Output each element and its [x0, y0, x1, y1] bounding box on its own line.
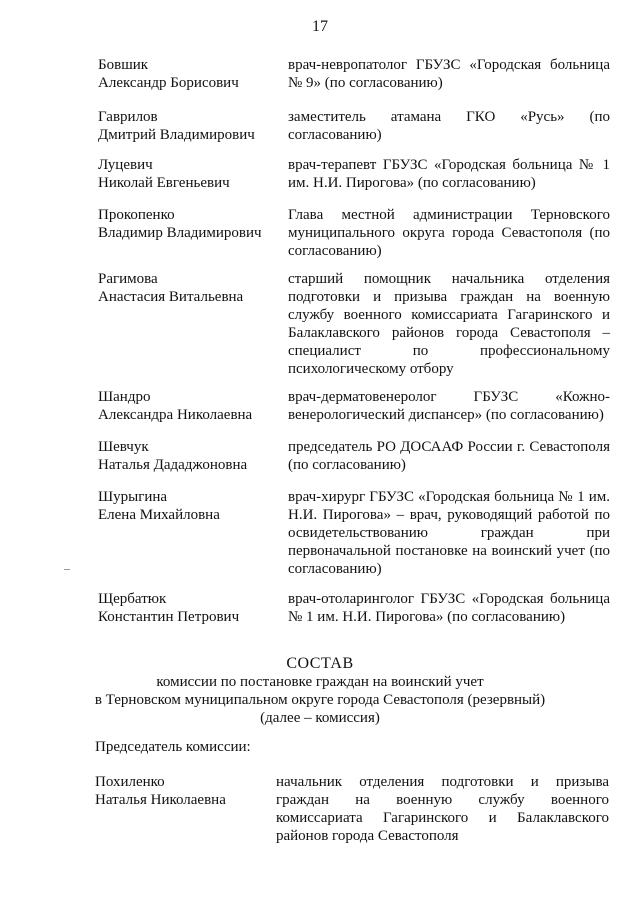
member-surname: Шевчук [98, 439, 149, 455]
member-surname: Гаврилов [98, 109, 158, 125]
member-name [98, 438, 283, 474]
member-given-names: Константин Петрович [98, 609, 240, 625]
member-name [98, 270, 283, 306]
section-subtitle-line: в Терновском муниципальном округе города Севастополя (резервный) [94, 692, 546, 708]
member-name [98, 156, 283, 192]
member-name [98, 590, 283, 626]
member-surname: Щербатюк [98, 591, 167, 607]
member-given-names: Александр Борисович [98, 75, 239, 91]
chair-surname: Похиленко [95, 774, 165, 790]
member-surname: Бовшик [98, 57, 149, 73]
chair-role: начальник отделения подготовки и призыва граждан на военную службу военного комиссариата Гагаринского и Балаклавского районов города Севастополя [276, 774, 609, 844]
member-given-names: Елена Михайловна [98, 507, 220, 523]
chair-given-names: Наталья Николаевна [95, 792, 226, 808]
member-name [98, 206, 283, 242]
member-given-names: Наталья Дададжоновна [98, 457, 248, 473]
member-role: врач-хирург ГБУЗС «Городская больница № 1 им. Н.И. Пирогова» – врач, руководящий работой по освидетельствованию граждан при первоначальной постановке на воинский учет (по согласованию) [288, 489, 610, 577]
member-role: врач-терапевт ГБУЗС «Городская больница № 1 им. Н.И. Пирогова» (по согласованию) [288, 157, 610, 191]
section-subtitle-line: комиссии по постановке граждан на воинский учет [156, 674, 484, 690]
chair-name [95, 773, 280, 809]
member-surname: Рагимова [98, 271, 158, 287]
section-title: СОСТАВ [286, 655, 354, 672]
member-name [98, 488, 283, 524]
member-role: Глава местной администрации Терновского муниципального округа города Севастополя (по согласованию) [288, 207, 610, 259]
member-given-names: Владимир Владимирович [98, 225, 262, 241]
member-role: врач-невропатолог ГБУЗС «Городская больница № 9» (по согласованию) [288, 57, 610, 91]
member-role: врач-отоларинголог ГБУЗС «Городская больница № 1 им. Н.И. Пирогова» (по согласованию) [288, 591, 610, 625]
member-role: старший помощник начальника отделения подготовки и призыва граждан на военную службу военного комиссариата Гагаринского и Балаклавского районов города Севастополя – специалист по профессиональному психологическому отбору [288, 271, 610, 377]
member-given-names: Дмитрий Владимирович [98, 127, 255, 143]
member-surname: Прокопенко [98, 207, 175, 223]
member-given-names: Анастасия Витальевна [98, 289, 244, 305]
composition-heading [0, 655, 640, 727]
section-subtitle-line: (далее – комиссия) [260, 710, 380, 726]
member-name [98, 108, 283, 144]
member-role: врач-дерматовенеролог ГБУЗС «Кожно-венерологический диспансер» (по согласованию) [288, 389, 610, 423]
page-number: 17 [312, 18, 328, 35]
chair-label: Председатель комиссии: [95, 739, 251, 755]
member-role: заместитель атамана ГКО «Русь» (по согласованию) [288, 109, 610, 143]
margin-mark [64, 569, 70, 570]
member-given-names: Александра Николаевна [98, 407, 253, 423]
member-name [98, 56, 283, 92]
member-role: председатель РО ДОСААФ России г. Севастополя (по согласованию) [288, 439, 610, 473]
member-given-names: Николай Евгеньевич [98, 175, 230, 191]
member-surname: Шандро [98, 389, 151, 405]
member-name [98, 388, 283, 424]
member-surname: Шурыгина [98, 489, 168, 505]
member-surname: Луцевич [98, 157, 153, 173]
